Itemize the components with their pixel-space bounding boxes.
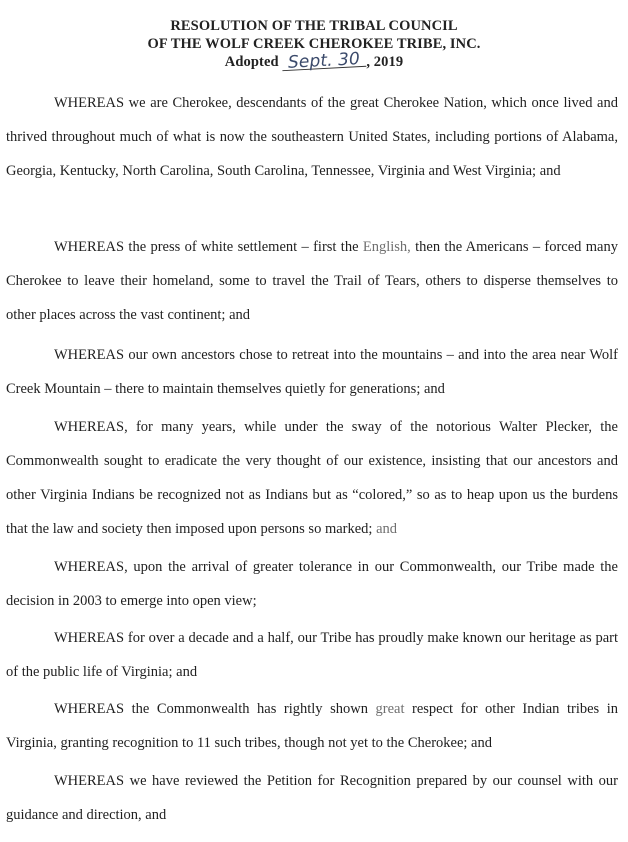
adopted-year: , 2019 bbox=[366, 54, 404, 70]
resolution-title-line-1: RESOLUTION OF THE TRIBAL COUNCIL bbox=[170, 18, 458, 34]
paragraph-2-text-b: then the Americans – forced many Cherokee to leave their homeland, some to travel the Trail of Tears, others to disperse themselves to other places across the vast continent; and bbox=[6, 239, 618, 323]
whereas-paragraph-5 bbox=[6, 550, 618, 618]
paragraph-7-text-b: respect for other Indian tribes in Virginia, granting recognition to 11 such tribes, though not yet to the Cherokee; and bbox=[6, 701, 618, 751]
paragraph-7-text-a: WHEREAS the Commonwealth has rightly shown bbox=[54, 701, 376, 717]
whereas-paragraph-1 bbox=[6, 86, 618, 188]
paragraph-4-text-a: WHEREAS, for many years, while under the sway of the notorious Walter Plecker, the Commonwealth sought to eradicate the very thought of our existence, insisting that our ancestors and other Virginia Indians be recognized not as Indians but as “colored,” so as to heap upon us the burdens that the law and society then imposed upon persons so marked; bbox=[6, 419, 618, 537]
whereas-paragraph-3 bbox=[6, 338, 618, 406]
paragraph-1-text: WHEREAS we are Cherokee, descendants of the great Cherokee Nation, which once lived and thrived throughout much of what is now the southeastern United States, including portions of Alabama, Georgia, Kentucky, North Carolina, South Carolina, Tennessee, Virginia and West Virginia; and bbox=[6, 95, 618, 179]
paragraph-8-text: WHEREAS we have reviewed the Petition for Recognition prepared by our counsel with our guidance and direction, and bbox=[6, 773, 618, 823]
whereas-paragraph-2 bbox=[6, 230, 618, 332]
whereas-paragraph-6 bbox=[6, 621, 618, 689]
resolution-title-line-2: OF THE WOLF CREEK CHEROKEE TRIBE, INC. bbox=[147, 36, 481, 52]
paragraph-2-faded-word: English, bbox=[362, 239, 411, 255]
whereas-paragraph-8 bbox=[6, 764, 618, 832]
paragraph-4-faded-word: and bbox=[376, 521, 398, 537]
paragraph-7-faded-word: great bbox=[375, 701, 405, 717]
paragraph-5-text: WHEREAS, upon the arrival of greater tolerance in our Commonwealth, our Tribe made the decision in 2003 to emerge into open view; bbox=[6, 559, 618, 609]
adopted-line bbox=[0, 49, 628, 73]
whereas-paragraph-4 bbox=[6, 410, 618, 546]
handwritten-adopted-date: Sept. 30 bbox=[282, 52, 367, 71]
paragraph-2-text-a: WHEREAS the press of white settlement – first the bbox=[54, 239, 363, 255]
paragraph-3-text: WHEREAS our own ancestors chose to retreat into the mountains – and into the area near Wolf Creek Mountain – there to maintain themselves quietly for generations; and bbox=[6, 347, 618, 397]
paragraph-6-text: WHEREAS for over a decade and a half, our Tribe has proudly make known our heritage as part of the public life of Virginia; and bbox=[6, 630, 618, 680]
whereas-paragraph-7 bbox=[6, 692, 618, 760]
adopted-label: Adopted bbox=[224, 54, 279, 70]
